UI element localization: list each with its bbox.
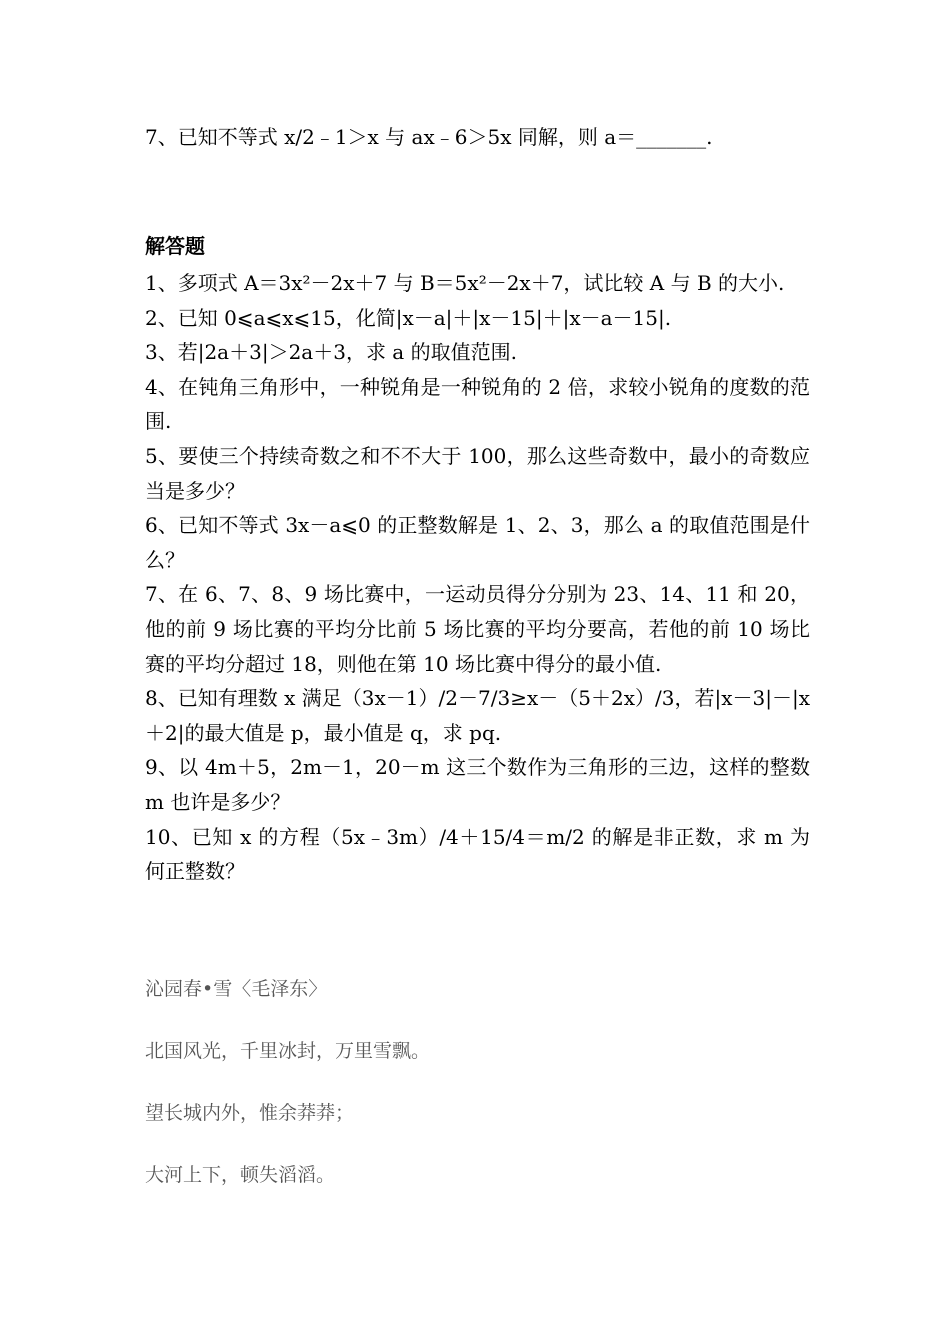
poem-line: 北国风光，千里冰封，万里雪飘。 — [145, 1040, 431, 1062]
poem-block — [145, 974, 810, 1222]
problem-item: 6、已知不等式 3x－a⩽0 的正整数解是 1、2、3，那么 a 的取值范围是什么？ — [145, 513, 810, 572]
problem-item: 5、要使三个持续奇数之和不不大于 100，那么这些奇数中，最小的奇数应当是多少？ — [145, 443, 810, 503]
problem-item: 4、在钝角三角形中，一种锐角是一种锐角的 2 倍，求较小锐角的度数的范围. — [145, 374, 810, 434]
poem-line: 大河上下，顿失滔滔。 — [145, 1164, 336, 1186]
problem-item: 8、已知有理数 x 满足（3x－1）/2－7/3≥x－（5＋2x）/3，若|x－3|－|x＋2|的最大值是 p，最小值是 q，求 pq. — [145, 686, 810, 745]
problem-item: 7、在 6、7、8、9 场比赛中，一运动员得分分别为 23、14、11 和 20，他的前 9 场比赛的平均分比前 5 场比赛的平均分要高，若他的前 10 场比赛的平均分超过 18，则他在第 10 场比赛中得分的最小值. — [145, 582, 810, 676]
problem-item: 9、以 4m＋5，2m－1，20－m 这三个数作为三角形的三边，这样的整数 m 也许是多少？ — [145, 755, 810, 814]
problem-item: 2、已知 0⩽a⩽x⩽15，化简|x－a|＋|x－15|＋|x－a－15|. — [145, 305, 672, 330]
problem-item: 10、已知 x 的方程（5x﹣3m）/4＋15/4＝m/2 的解是非正数，求 m 为何正整数？ — [145, 824, 810, 884]
problem-item: 1、多项式 A＝3x²－2x＋7 与 B＝5x²－2x＋7，试比较 A 与 B 的大小. — [145, 271, 785, 295]
problem-item: 3、若|2a＋3|＞2a＋3，求 a 的取值范围. — [145, 340, 517, 365]
intro-question: 7、已知不等式 x/2﹣1＞x 与 ax﹣6＞5x 同解，则 a＝_______. — [145, 125, 713, 149]
poem-title: 沁园春•雪〈毛泽东〉 — [145, 978, 328, 1000]
poem-line: 望长城内外，惟余莽莽； — [145, 1102, 355, 1124]
section-heading: 解答题 — [145, 234, 205, 258]
problem-list — [145, 266, 810, 889]
